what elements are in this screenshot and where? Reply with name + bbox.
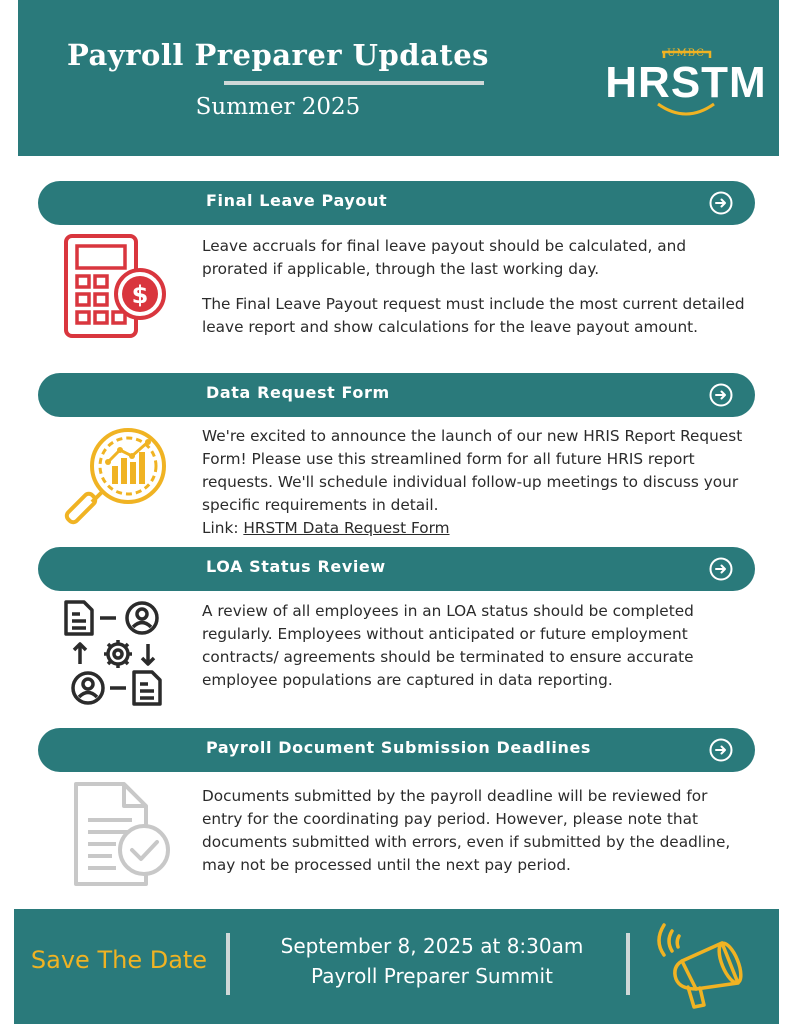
link-label: Link:	[202, 519, 244, 537]
title-divider	[224, 81, 484, 85]
section-title: Payroll Document Submission Deadlines	[206, 738, 592, 757]
section-title: Data Request Form	[206, 383, 390, 402]
page-title: Payroll Preparer Updates	[67, 38, 489, 72]
event-name: Payroll Preparer Summit	[311, 964, 553, 988]
section-header-payroll-document-deadlines[interactable]	[38, 728, 755, 772]
logo-umbc-text: UMBC	[667, 48, 705, 59]
section-body-payroll-document-deadlines	[202, 785, 750, 889]
svg-text:$: $	[131, 281, 149, 309]
arrow-right-circle-icon[interactable]	[709, 383, 733, 407]
paragraph: Leave accruals for final leave payout should be calculated, and prorated if applicable, through the last working day.	[202, 237, 687, 278]
event-datetime: September 8, 2025 at 8:30am	[280, 934, 584, 958]
footer-divider	[626, 933, 630, 995]
page-subtitle: Summer 2025	[195, 94, 361, 120]
arrow-right-circle-icon[interactable]	[709, 557, 733, 581]
hrstm-logo	[598, 44, 774, 122]
section-body-data-request-form	[202, 425, 750, 540]
section-body-final-leave-payout	[202, 235, 750, 351]
header-banner	[18, 0, 779, 156]
section-title: LOA Status Review	[206, 557, 386, 576]
logo-hrstm-text: HRSTM	[605, 58, 767, 107]
section-header-final-leave-payout[interactable]	[38, 181, 755, 225]
megaphone-icon	[652, 921, 752, 1013]
footer-divider	[226, 933, 230, 995]
calculator-dollar-icon	[60, 232, 170, 340]
section-header-data-request-form[interactable]	[38, 373, 755, 417]
paragraph: A review of all employees in an LOA status should be completed regularly. Employees without anticipated or future employment contracts/ agreements should be terminated to ensure accurate employee populations are captured in data reporting.	[202, 602, 694, 689]
link-line	[202, 517, 750, 540]
arrow-right-circle-icon[interactable]	[709, 738, 733, 762]
paragraph: We're excited to announce the launch of our new HRIS Report Request Form! Please use this streamlined form for all future HRIS report requests. We'll schedule individual follow-up meetings to discuss your specific requirements in detail.	[202, 427, 743, 514]
section-header-loa-status-review[interactable]	[38, 547, 755, 591]
document-check-icon	[70, 780, 174, 890]
section-title: Final Leave Payout	[206, 191, 388, 210]
paragraph: Documents submitted by the payroll deadline will be reviewed for entry for the coordinating pay period. However, please note that documents submitted with errors, even if submitted by the deadline, may not be processed until the next pay period.	[202, 787, 731, 874]
workflow-review-icon	[62, 598, 174, 708]
magnifier-chart-icon	[60, 422, 174, 532]
paragraph: The Final Leave Payout request must include the most current detailed leave report and show calculations for the leave payout amount.	[202, 295, 745, 336]
data-request-form-link[interactable]: HRSTM Data Request Form	[243, 519, 450, 537]
footer-banner	[14, 909, 779, 1024]
section-body-loa-status-review	[202, 600, 750, 704]
arrow-right-circle-icon[interactable]	[709, 191, 733, 215]
save-the-date-label: Save The Date	[30, 946, 208, 974]
